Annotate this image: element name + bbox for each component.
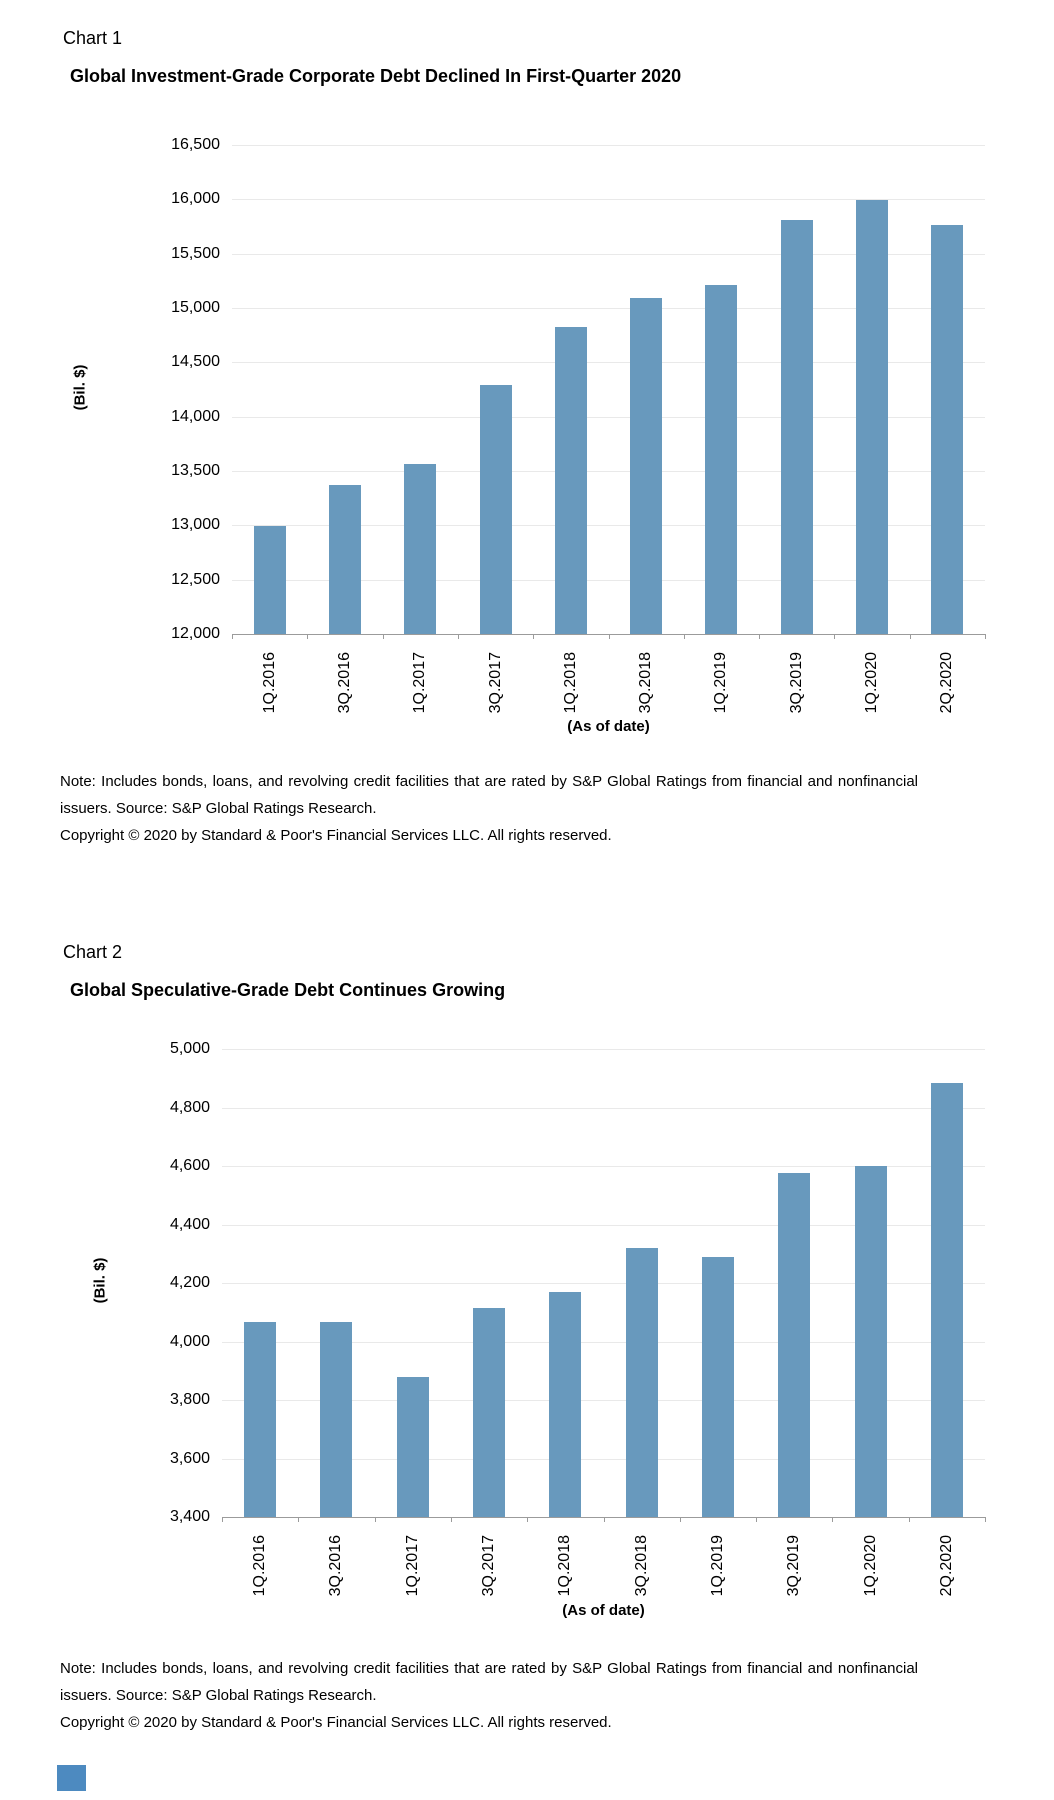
chart2-note [60,1655,918,1736]
x-tick-label: 3Q.2017 [480,1535,498,1597]
y-tick-label: 16,500 [171,136,220,153]
x-tick-mark [527,1517,528,1522]
grid-line [222,1108,985,1109]
bar-1Q.2018 [549,1292,581,1517]
x-tick-label: 3Q.2019 [787,652,805,714]
x-tick-mark [604,1517,605,1522]
y-tick-label: 3,800 [169,1391,210,1408]
x-tick-mark [680,1517,681,1522]
x-tick-label: 1Q.2020 [861,1535,879,1597]
y-tick-label: 13,000 [171,516,220,534]
x-tick-mark [298,1517,299,1522]
bar-1Q.2016 [244,1322,276,1517]
y-tick-label: 14,000 [171,407,220,425]
x-tick-mark [832,1517,833,1522]
x-tick-label: 3Q.2017 [486,652,504,714]
y-tick-label: 13,500 [171,462,220,479]
x-tick-mark [222,1517,223,1522]
y-tick-label: 3,600 [169,1449,210,1467]
bar-2Q.2020 [931,1083,963,1517]
x-tick-label: 1Q.2017 [411,652,429,714]
grid-line [222,1049,985,1050]
chart1-note-text: Note: Includes bonds, loans, and revolving credit facilities that are rated by S&P Global Ratings from financial and nonfinancial issuers. Source: S&P Global Ratings Research. [60,773,918,817]
x-tick-label: 2Q.2020 [938,652,956,714]
y-tick-label: 4,000 [169,1332,210,1350]
x-tick-label: 3Q.2016 [327,1535,345,1597]
x-tick-mark [985,1517,986,1522]
chart1-label: Chart 1 [63,28,123,48]
x-tick-mark [909,1517,910,1522]
chart2-x-axis-title: (As of date) [562,1602,645,1619]
chart2-label: Chart 2 [63,942,123,962]
y-tick-label: 12,500 [171,570,220,588]
y-tick-label: 4,800 [169,1098,210,1116]
x-tick-label: 1Q.2018 [561,652,579,714]
x-tick-label: 2Q.2020 [937,1535,955,1597]
chart2-copyright-text: Copyright © 2020 by Standard & Poor's Financial Services LLC. All rights reserved. [60,1714,612,1731]
x-tick-mark [451,1517,452,1522]
x-tick-label: 3Q.2019 [785,1535,803,1597]
bar-3Q.2016 [320,1322,352,1517]
y-tick-label: 4,400 [169,1215,210,1233]
bar-1Q.2020 [855,1166,887,1517]
y-tick-label: 16,000 [171,190,220,208]
y-tick-label: 3,400 [169,1508,210,1525]
footer-accent-square [57,1765,86,1791]
bar-1Q.2019 [702,1257,734,1517]
chart2-note-text: Note: Includes bonds, loans, and revolving credit facilities that are rated by S&P Global Ratings from financial and nonfinancial issuers. Source: S&P Global Ratings Research. [60,1660,918,1704]
chart1-title: Global Investment-Grade Corporate Debt Declined In First-Quarter 2020 [70,66,682,86]
chart1-x-axis-title: (As of date) [567,718,650,735]
y-tick-label: 5,000 [169,1040,210,1057]
y-tick-label: 15,500 [171,244,220,262]
y-tick-label: 4,600 [169,1157,210,1174]
x-tick-label: 1Q.2019 [712,652,730,714]
y-tick-label: 4,200 [169,1274,210,1291]
bar-3Q.2018 [626,1248,658,1517]
bar-1Q.2017 [397,1377,429,1517]
x-tick-label: 1Q.2018 [556,1535,574,1597]
x-tick-label: 1Q.2017 [403,1535,421,1597]
y-tick-label: 14,500 [171,353,220,371]
chart2-y-axis-title: (Bil. $) [91,1257,109,1304]
x-tick-label: 3Q.2016 [335,652,353,714]
bar-3Q.2019 [778,1173,810,1517]
y-tick-label: 15,000 [171,299,220,316]
chart2-title: Global Speculative-Grade Debt Continues Growing [70,980,506,1000]
bar-3Q.2017 [473,1308,505,1517]
x-tick-label: 1Q.2020 [863,652,881,714]
y-tick-label: 12,000 [171,625,220,642]
x-tick-label: 3Q.2018 [632,1535,650,1597]
x-tick-label: 1Q.2016 [260,652,278,714]
x-tick-mark [375,1517,376,1522]
x-tick-label: 1Q.2016 [251,1535,269,1597]
chart1-copyright-text: Copyright © 2020 by Standard & Poor's Financial Services LLC. All rights reserved. [60,827,612,844]
x-tick-label: 3Q.2018 [637,652,655,714]
chart1-y-axis-title: (Bil. $) [71,364,89,411]
x-tick-label: 1Q.2019 [708,1535,726,1597]
x-tick-mark [756,1517,757,1522]
